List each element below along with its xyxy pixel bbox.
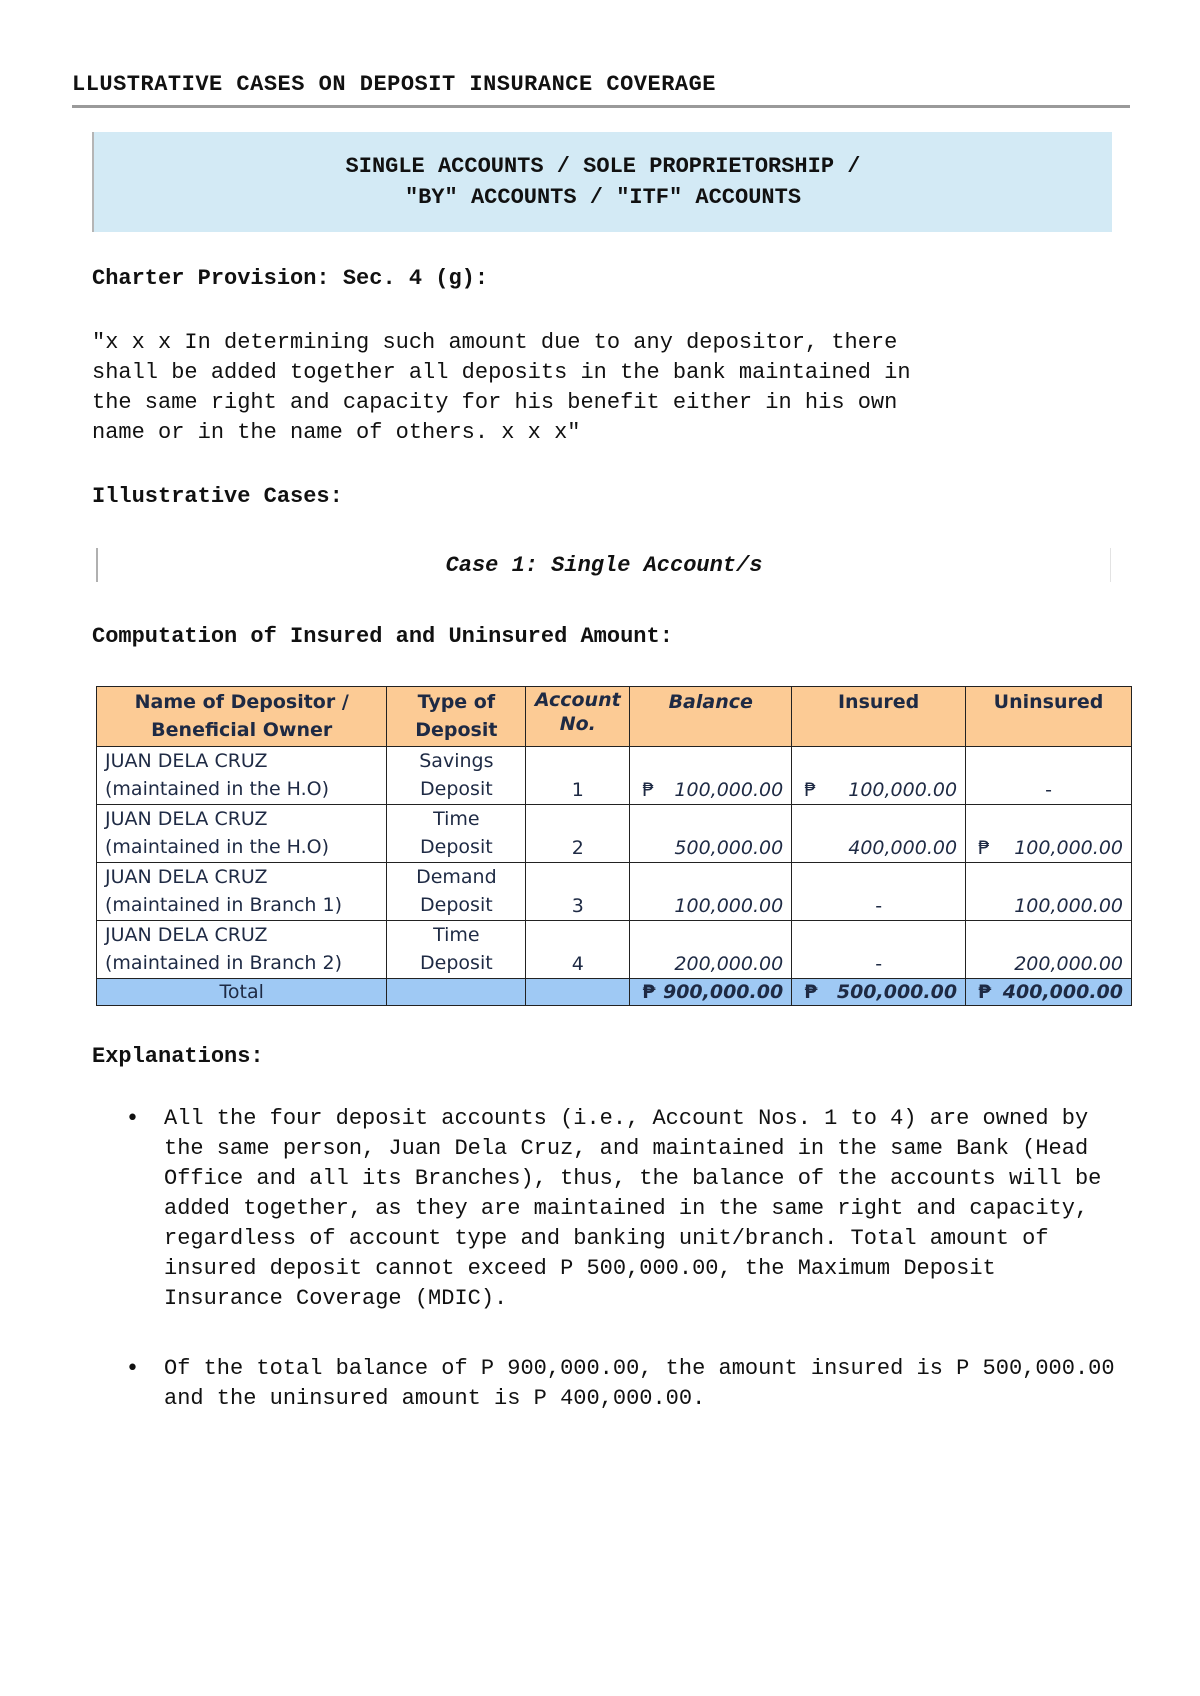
page-header: LLUSTRATIVE CASES ON DEPOSIT INSURANCE COVERAGE (72, 72, 1130, 108)
account-no-cell: 3 (526, 863, 630, 921)
depositor-name: JUAN DELA CRUZ (105, 808, 268, 830)
peso-sign: ₱ (804, 981, 818, 1003)
total-uninsured-cell (966, 979, 1132, 1006)
bullet-icon: • (126, 1106, 139, 1131)
balance-value: 500,000.00 (674, 837, 784, 859)
deposit-type-line-1: Time (433, 924, 480, 946)
uninsured-value: 100,000.00 (1014, 895, 1123, 917)
deposit-type-line-2: Deposit (420, 952, 493, 974)
total-insured-value: 500,000.00 (836, 981, 958, 1003)
column-header-account-no (526, 687, 630, 747)
column-header-uninsured: Uninsured (966, 687, 1132, 747)
deposit-type-line-1: Savings (419, 750, 494, 772)
column-header-account-line-2: No. (559, 713, 596, 735)
depositor-cell (97, 921, 387, 979)
depositor-location: (maintained in the H.O) (105, 778, 330, 800)
section-title-line-2: "BY" ACCOUNTS / "ITF" ACCOUNTS (404, 185, 802, 210)
case-title: Case 1: Single Account/s (445, 552, 763, 578)
explanations-heading: Explanations: (92, 1044, 264, 1069)
insured-cell (792, 805, 966, 863)
depositor-location: (maintained in Branch 2) (105, 952, 343, 974)
balance-cell (630, 805, 792, 863)
insured-cell: - (792, 921, 966, 979)
column-header-insured: Insured (792, 687, 966, 747)
balance-cell (630, 747, 792, 805)
uninsured-value: 100,000.00 (1014, 837, 1123, 859)
total-uninsured-value: 400,000.00 (1002, 981, 1123, 1003)
column-header-type (387, 687, 526, 747)
peso-sign: ₱ (978, 981, 992, 1003)
uninsured-cell: - (966, 747, 1132, 805)
account-no-cell: 4 (526, 921, 630, 979)
table-row (97, 805, 1132, 863)
peso-sign: ₱ (642, 779, 655, 801)
total-balance-cell (630, 979, 792, 1006)
column-header-name-line-1: Name of Depositor / (134, 691, 349, 713)
depositor-name: JUAN DELA CRUZ (105, 924, 268, 946)
depositor-cell (97, 747, 387, 805)
deposit-table (96, 686, 1132, 1006)
list-item (126, 1354, 1122, 1414)
illustrative-cases-heading: Illustrative Cases: (92, 484, 343, 509)
account-no-cell: 1 (526, 747, 630, 805)
deposit-type-cell (387, 863, 526, 921)
uninsured-cell (966, 863, 1132, 921)
explanation-text: Of the total balance of P 900,000.00, the amount insured is P 500,000.00 and the uninsured amount is P 400,000.00. (164, 1356, 1115, 1411)
balance-cell (630, 921, 792, 979)
section-title-box (92, 132, 1112, 232)
deposit-type-line-2: Deposit (420, 778, 493, 800)
depositor-cell (97, 805, 387, 863)
balance-value: 100,000.00 (674, 895, 784, 917)
total-empty-cell (387, 979, 526, 1006)
table-row (97, 921, 1132, 979)
depositor-location: (maintained in the H.O) (105, 836, 330, 858)
column-header-balance: Balance (630, 687, 792, 747)
table-row (97, 747, 1132, 805)
deposit-type-line-2: Deposit (420, 894, 493, 916)
deposit-type-cell (387, 805, 526, 863)
insured-value: 100,000.00 (848, 779, 958, 801)
total-empty-cell (526, 979, 630, 1006)
depositor-name: JUAN DELA CRUZ (105, 866, 268, 888)
depositor-location: (maintained in Branch 1) (105, 894, 343, 916)
balance-value: 200,000.00 (674, 953, 784, 975)
deposit-type-cell (387, 921, 526, 979)
peso-sign: ₱ (804, 779, 817, 801)
balance-cell (630, 863, 792, 921)
depositor-name: JUAN DELA CRUZ (105, 750, 268, 772)
uninsured-value: 200,000.00 (1014, 953, 1123, 975)
total-label: Total (97, 979, 387, 1006)
computation-heading: Computation of Insured and Uninsured Amount: (92, 624, 673, 649)
table-row (97, 863, 1132, 921)
explanations-list (92, 1104, 1122, 1454)
column-header-account-line-1: Account (534, 689, 621, 711)
insured-cell: - (792, 863, 966, 921)
total-balance-value: 900,000.00 (662, 981, 784, 1003)
peso-sign: ₱ (978, 837, 991, 859)
total-insured-cell (792, 979, 966, 1006)
section-title-line-1: SINGLE ACCOUNTS / SOLE PROPRIETORSHIP / (345, 154, 861, 179)
balance-value: 100,000.00 (674, 779, 784, 801)
case-title-box (96, 548, 1111, 582)
explanation-text: All the four deposit accounts (i.e., Account Nos. 1 to 4) are owned by the same person, Juan Dela Cruz, and maintained in the same Bank (Head Office and all its Branches), thus, the balance of the accounts will be added together, as they are maintained in the same right and capacity, regardless of account type and banking unit/branch. Total amount of insured deposit cannot exceed P 500,000.00, the Maximum Deposit Insurance Coverage (MDIC). (164, 1106, 1102, 1311)
deposit-type-cell (387, 747, 526, 805)
peso-sign: ₱ (642, 981, 656, 1003)
table-total-row (97, 979, 1132, 1006)
uninsured-cell (966, 921, 1132, 979)
table-header-row (97, 687, 1132, 747)
deposit-type-line-2: Deposit (420, 836, 493, 858)
charter-provision-quote: "x x x In determining such amount due to any depositor, there shall be added together all deposits in the bank maintained in the same right and capacity for his benefit either in his own name or in the name of others. x x x" (92, 330, 911, 445)
column-header-type-line-2: Deposit (415, 719, 498, 741)
column-header-type-line-1: Type of (417, 691, 496, 713)
uninsured-cell (966, 805, 1132, 863)
insured-cell (792, 747, 966, 805)
charter-provision-heading: Charter Provision: Sec. 4 (g): (92, 266, 489, 291)
account-no-cell: 2 (526, 805, 630, 863)
column-header-name-line-2: Beneficial Owner (151, 719, 333, 741)
column-header-name (97, 687, 387, 747)
list-item (126, 1104, 1122, 1314)
depositor-cell (97, 863, 387, 921)
deposit-type-line-1: Time (433, 808, 480, 830)
deposit-type-line-1: Demand (416, 866, 497, 888)
bullet-icon: • (126, 1356, 139, 1381)
insured-value: 400,000.00 (848, 837, 958, 859)
